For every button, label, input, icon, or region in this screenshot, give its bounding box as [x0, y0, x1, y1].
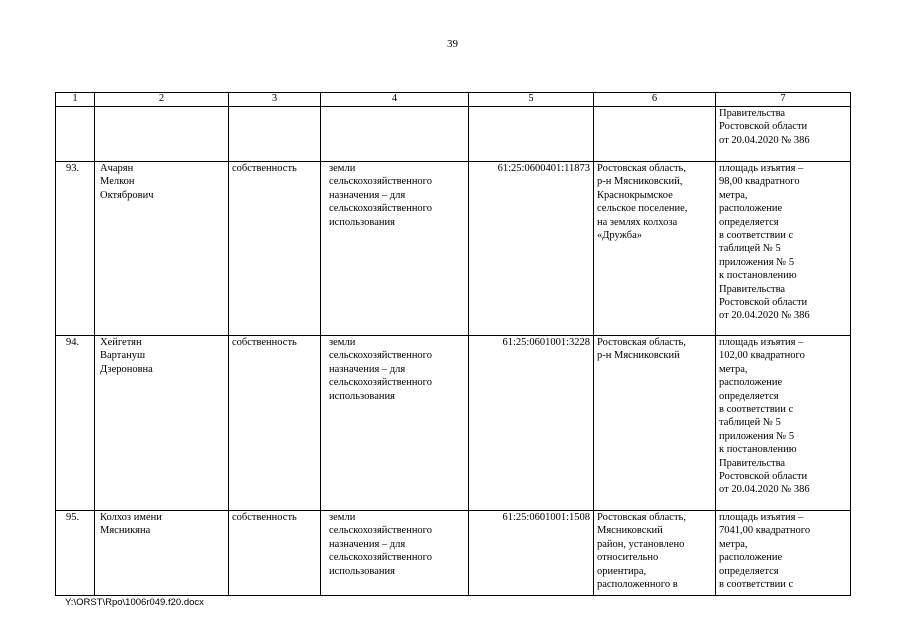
land-category-cell — [321, 162, 469, 336]
owner-name-line: Ачарян — [100, 163, 134, 174]
note-line: от 20.04.2020 № 386 — [719, 484, 810, 496]
table-row — [56, 162, 851, 336]
page-number: 39 — [447, 38, 458, 50]
land-category-line: сельскохозяйственного — [329, 377, 432, 389]
cadastral-number-cell: 61:25:0601001:3228 — [469, 336, 594, 511]
address-line: Ростовская область, — [597, 163, 686, 174]
note-line: таблицей № 5 — [719, 243, 781, 255]
owner-name-cell — [95, 162, 229, 336]
address-line: относительно — [597, 552, 659, 564]
owner-name-line: Колхоз имени — [100, 512, 162, 523]
header-cell-3: 3 — [229, 93, 321, 107]
address-line: на землях колхоза — [597, 216, 678, 228]
right-type-cell: собственность — [229, 162, 321, 336]
note-line: площадь изъятия – — [719, 512, 804, 523]
header-cell-7: 7 — [716, 93, 851, 107]
land-category-line: сельскохозяйственного — [329, 525, 432, 537]
table-row-continuation — [56, 107, 851, 162]
note-line: приложения № 5 — [719, 256, 795, 268]
address-line: расположенного в — [597, 579, 678, 591]
address-line: Ростовская область, — [597, 337, 686, 348]
land-category-cell — [321, 511, 469, 596]
cell-empty — [321, 107, 469, 162]
land-parcels-table — [55, 92, 851, 596]
note-line: таблицей № 5 — [719, 417, 781, 429]
address-cell — [594, 511, 716, 596]
header-cell-1: 1 — [56, 93, 95, 107]
note-line: площадь изъятия – — [719, 337, 804, 348]
note-line: Правительства — [719, 457, 786, 469]
land-category-line: земли — [329, 163, 356, 174]
note-cell — [716, 107, 851, 162]
land-category-line: назначения – для — [329, 363, 406, 375]
note-line: определяется — [719, 565, 779, 577]
note-line: метра, — [719, 538, 748, 550]
note-line: от 20.04.2020 № 386 — [719, 310, 810, 322]
header-cell-6: 6 — [594, 93, 716, 107]
land-category-line: земли — [329, 337, 356, 348]
owner-name-line: Октябрович — [100, 189, 154, 201]
address-line: Ростовская область, — [597, 512, 686, 523]
right-type-cell: собственность — [229, 336, 321, 511]
note-line: 102,00 квадратного — [719, 350, 805, 362]
note-line: к постановлению — [719, 444, 797, 456]
row-number: 94. — [56, 336, 95, 511]
owner-name-cell — [95, 336, 229, 511]
note-line: метра, — [719, 363, 748, 375]
note-cell — [716, 511, 851, 596]
land-category-cell — [321, 336, 469, 511]
note-line: расположение — [719, 552, 783, 564]
table-header-row — [56, 93, 851, 107]
note-line: определяется — [719, 216, 779, 228]
note-line: в соответствии с — [719, 230, 794, 242]
note-cell — [716, 336, 851, 511]
land-category-line: назначения – для — [329, 189, 406, 201]
note-line: расположение — [719, 203, 783, 215]
owner-name-line: Хейгетян — [100, 337, 142, 348]
note-line: Ростовской области — [719, 121, 808, 133]
row-number: 95. — [56, 511, 95, 596]
row-number: 93. — [56, 162, 95, 336]
land-category-line: сельскохозяйственного — [329, 552, 432, 564]
note-line: площадь изъятия – — [719, 163, 804, 174]
header-cell-4: 4 — [321, 93, 469, 107]
land-category-line: назначения – для — [329, 538, 406, 550]
address-line: ориентира, — [597, 565, 647, 577]
address-line: р-н Мясниковский, — [597, 176, 683, 188]
header-cell-2: 2 — [95, 93, 229, 107]
note-line: Правительства — [719, 108, 786, 119]
address-line: Мясниковский — [597, 525, 663, 537]
note-line: Ростовской области — [719, 297, 808, 309]
note-line: метра, — [719, 189, 748, 201]
cadastral-number-cell: 61:25:0600401:11873 — [469, 162, 594, 336]
cadastral-number-cell: 61:25:0601001:1508 — [469, 511, 594, 596]
note-line: приложения № 5 — [719, 430, 795, 442]
land-category-line: сельскохозяйственного — [329, 176, 432, 188]
address-cell — [594, 336, 716, 511]
address-line: Краснокрымское — [597, 189, 673, 201]
cell-empty — [594, 107, 716, 162]
address-cell — [594, 162, 716, 336]
land-category-line: использования — [329, 390, 395, 402]
land-category-line: земли — [329, 512, 356, 523]
table-row — [56, 511, 851, 596]
note-line: определяется — [719, 390, 779, 402]
owner-name-line: Мясникяна — [100, 525, 151, 537]
right-type-cell: собственность — [229, 511, 321, 596]
cell-empty — [95, 107, 229, 162]
note-line: Правительства — [719, 283, 786, 295]
note-line: в соответствии с — [719, 404, 794, 416]
address-line: сельское поселение, — [597, 203, 688, 215]
address-line: «Дружба» — [597, 230, 643, 242]
note-cell — [716, 162, 851, 336]
address-line: р-н Мясниковский — [597, 350, 680, 362]
table-row — [56, 336, 851, 511]
note-line: 7041,00 квадратного — [719, 525, 811, 537]
note-line: 98,00 квадратного — [719, 176, 800, 188]
note-line: расположение — [719, 377, 783, 389]
owner-name-line: Дзероновна — [100, 363, 153, 375]
cell-empty — [229, 107, 321, 162]
owner-name-line: Вартануш — [100, 350, 146, 362]
owner-name-cell — [95, 511, 229, 596]
land-category-line: сельскохозяйственного — [329, 203, 432, 215]
note-line: от 20.04.2020 № 386 — [719, 134, 810, 146]
owner-name-line: Мелкон — [100, 176, 135, 188]
land-category-line: сельскохозяйственного — [329, 350, 432, 362]
cell-empty — [469, 107, 594, 162]
document-file-path: Y:\ORST\Rpo\1006r049.f20.docx — [65, 597, 204, 608]
address-line: район, установлено — [597, 538, 685, 550]
note-line: Ростовской области — [719, 471, 808, 483]
cell-empty — [56, 107, 95, 162]
land-category-line: использования — [329, 216, 395, 228]
header-cell-5: 5 — [469, 93, 594, 107]
note-line: к постановлению — [719, 270, 797, 282]
land-category-line: использования — [329, 565, 395, 577]
note-line: в соответствии с — [719, 579, 794, 591]
